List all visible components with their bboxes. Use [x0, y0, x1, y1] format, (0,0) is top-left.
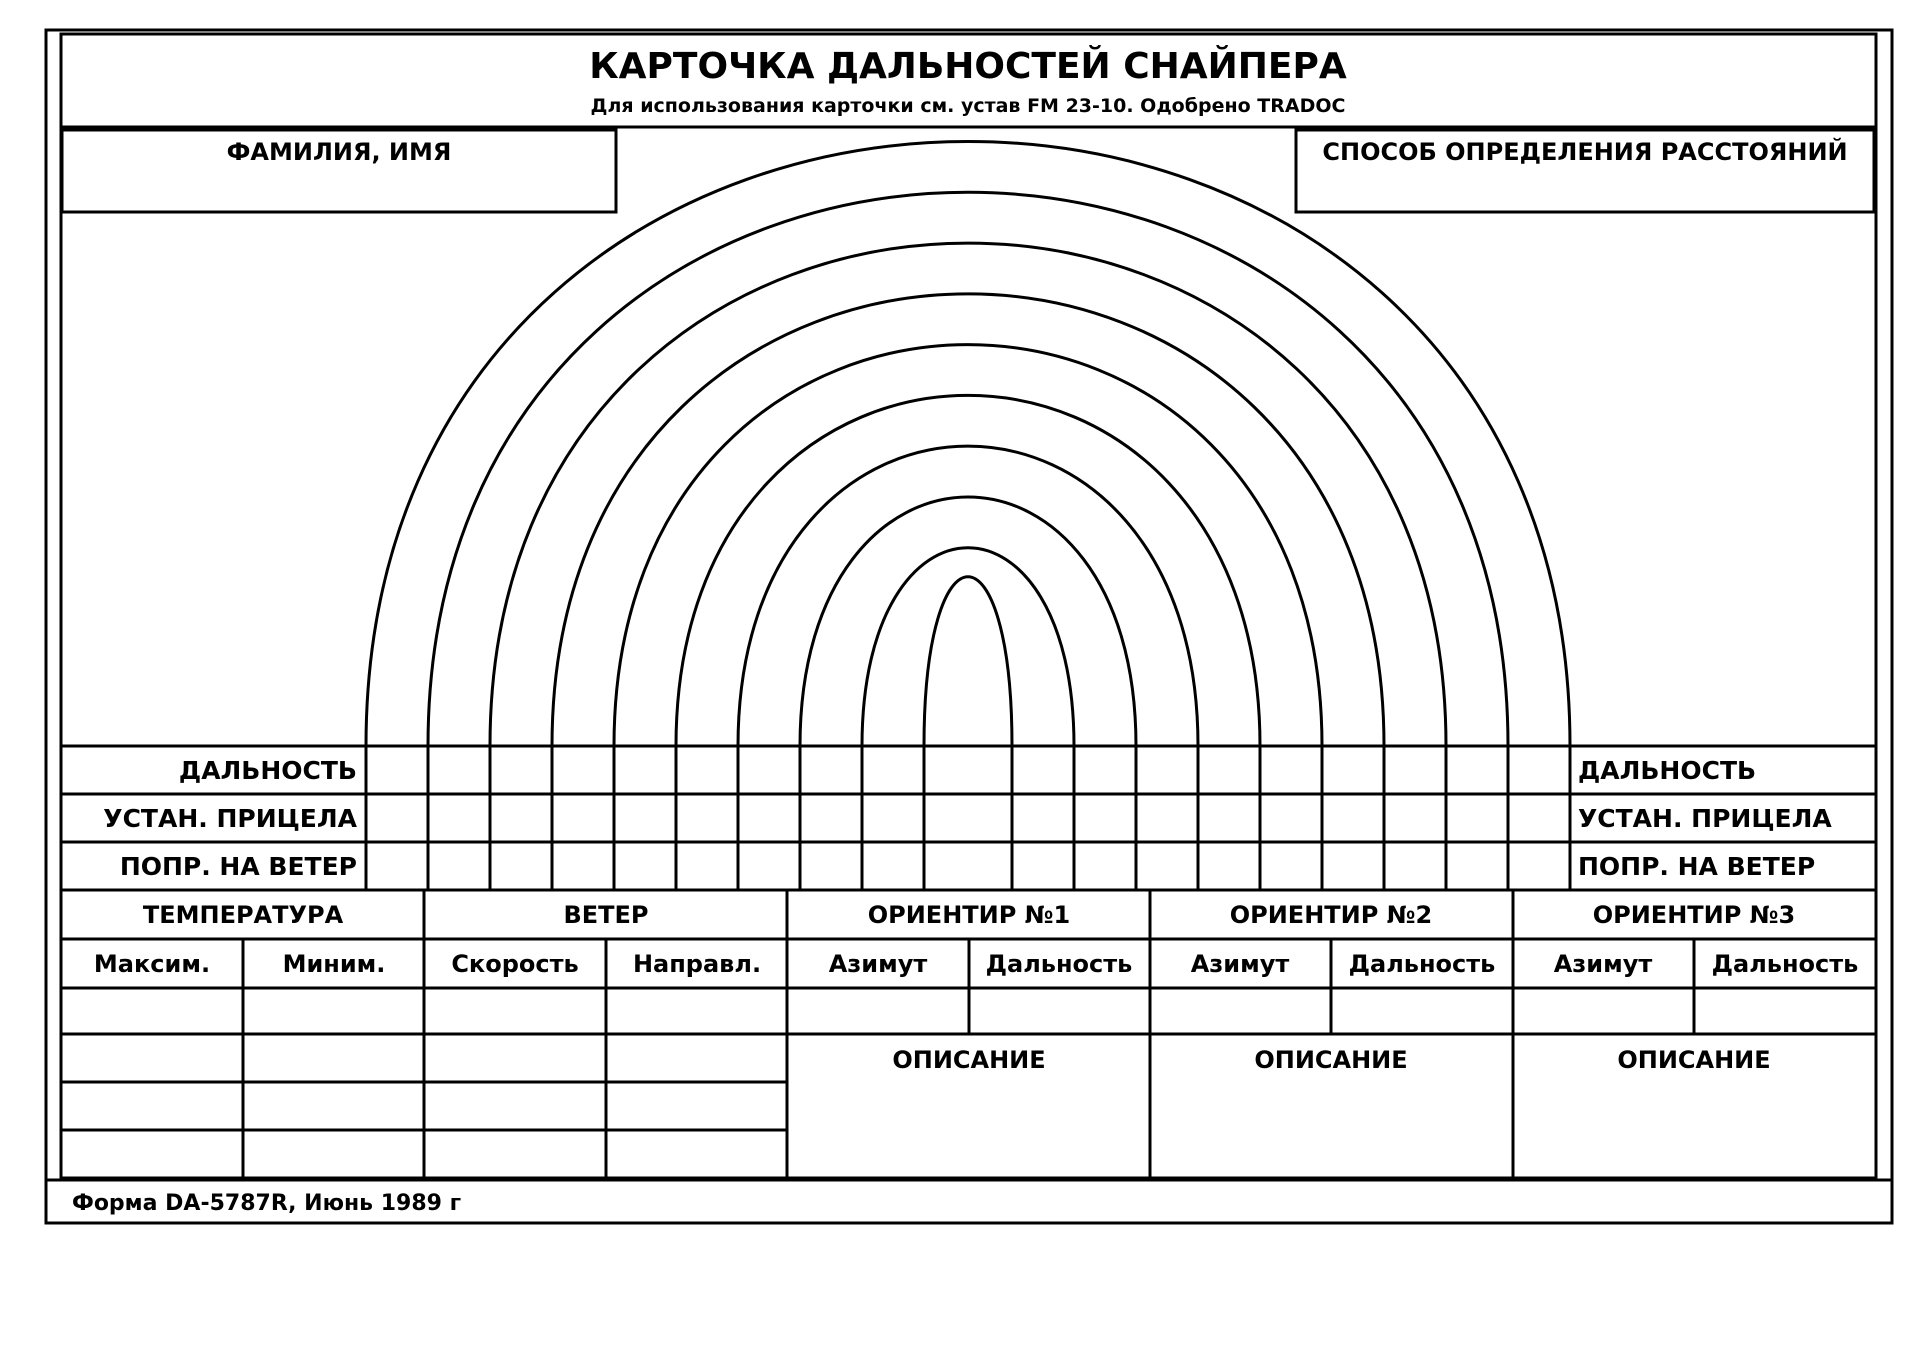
method-label: СПОСОБ ОПРЕДЕЛЕНИЯ РАССТОЯНИЙ [1322, 138, 1848, 166]
landmark-1-range-label: Дальность [985, 950, 1133, 978]
landmark-1-label: ОРИЕНТИР №1 [867, 901, 1071, 929]
range-arc [800, 497, 1136, 746]
landmark-3-description: ОПИСАНИЕ [1617, 1046, 1771, 1074]
range-arc [676, 395, 1260, 746]
left-row-label: УСТАН. ПРИЦЕЛА [103, 804, 357, 833]
landmark-1-description: ОПИСАНИЕ [892, 1046, 1046, 1074]
left-row-label: ПОПР. НА ВЕТЕР [119, 852, 357, 881]
wind-label: ВЕТЕР [563, 901, 649, 929]
name-label: ФАМИЛИЯ, ИМЯ [226, 138, 452, 166]
outer-border [46, 30, 1892, 1223]
page-subtitle: Для использования карточки см. устав FM 23-10. Одобрено TRADOC [590, 95, 1346, 117]
range-arc [366, 142, 1570, 746]
range-arc [614, 345, 1322, 746]
form-footer: Форма DA-5787R, Июнь 1989 г [72, 1191, 462, 1216]
range-arc [428, 192, 1508, 746]
info-table [61, 890, 1876, 1178]
landmark-2-range-label: Дальность [1348, 950, 1496, 978]
left-row-label: ДАЛЬНОСТЬ [178, 756, 357, 785]
landmark-1-azimuth-label: Азимут [828, 950, 928, 978]
temperature-label: ТЕМПЕРАТУРА [142, 901, 344, 929]
right-row-label: ДАЛЬНОСТЬ [1578, 756, 1757, 785]
temp-max-label: Максим. [93, 950, 211, 978]
landmark-2-azimuth-label: Азимут [1190, 950, 1290, 978]
landmark-2-label: ОРИЕНТИР №2 [1229, 901, 1433, 929]
wind-direction-label: Направл. [632, 950, 762, 978]
page-title: КАРТОЧКА ДАЛЬНОСТЕЙ СНАЙПЕРА [589, 46, 1347, 87]
right-row-label: ПОПР. НА ВЕТЕР [1578, 852, 1816, 881]
landmark-3-range-label: Дальность [1711, 950, 1859, 978]
right-row-label: УСТАН. ПРИЦЕЛА [1578, 804, 1832, 833]
landmark-2-description: ОПИСАНИЕ [1254, 1046, 1408, 1074]
range-arc [924, 577, 1012, 746]
range-arc [738, 446, 1198, 746]
landmark-3-azimuth-label: Азимут [1553, 950, 1653, 978]
range-arc [490, 243, 1446, 746]
temp-min-label: Миним. [282, 950, 386, 978]
range-arcs [366, 142, 1570, 746]
range-arc [552, 294, 1384, 746]
range-grid [366, 746, 1570, 890]
wind-speed-label: Скорость [451, 950, 579, 978]
landmark-3-label: ОРИЕНТИР №3 [1592, 901, 1796, 929]
